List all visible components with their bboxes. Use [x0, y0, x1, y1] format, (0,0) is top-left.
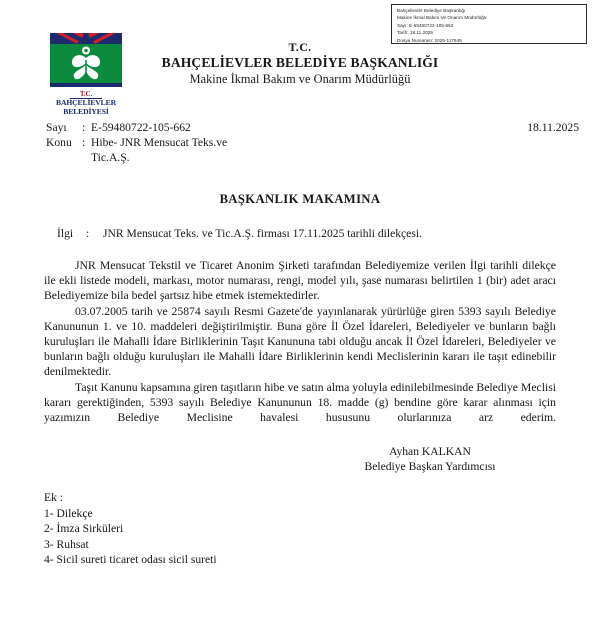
ilgi-colon: : — [86, 227, 90, 240]
konu-value-line-2: Tic.A.Ş. — [91, 151, 130, 164]
attachment-item-1: 1- Dilekçe — [44, 506, 93, 520]
crest-icon — [50, 33, 122, 87]
sayi-value: E-59480722-105-662 — [91, 121, 191, 134]
konu-value-line-1: Hibe- JNR Mensucat Teks.ve — [91, 136, 228, 149]
logo-tc-label: T.C. — [70, 90, 102, 99]
body-paragraph-2: 03.07.2005 tarih ve 25874 sayılı Resmi Gazete'de yayınlanarak yürürlüğe giren 5393 sayılı Belediye Kanununun 1. ve 10. maddeleri değiştirilmiştir. Buna göre İl Özel İdareleri, Belediyeler ve bunların bağlı kuruluşları ile Mahalli İdare Birliklerinin Taşıt Kanununa tabi olduğu ancak İl Özel İdareleri, Belediyeler ve bunların bağlı olduğu kuruluşları ile Mahalli İdare Birliklerinin kendi Meclislerinin kararı ile taşıt edinebilir denilmektedir. — [44, 304, 556, 379]
stamp-line-number: Sayı: E-59480722-105-662 — [397, 22, 454, 28]
attachment-item-3: 3- Ruhsat — [44, 537, 89, 551]
attachments-block — [44, 490, 217, 568]
registration-stamp-box — [391, 4, 587, 44]
document-date: 18.11.2025 — [527, 121, 579, 134]
sayi-colon: : — [82, 121, 86, 134]
attachment-item-2: 2- İmza Sirküleri — [44, 522, 124, 536]
municipality-logo — [48, 33, 124, 116]
meta-row-konu — [46, 135, 227, 150]
stamp-line-institution: Bahçelievler Belediye Başkanlığı — [397, 8, 466, 13]
stamp-line-department: Makine İkmal Bakım Ve Onarım Müdürlüğü — [397, 15, 487, 21]
stamp-line-date: Tarih: 18.11.2025 — [397, 30, 434, 36]
reference-line — [57, 226, 547, 241]
logo-text-block — [48, 88, 124, 116]
body-paragraph-1: JNR Mensucat Tekstil ve Ticaret Anonim Şirketi tarafından Belediyemize verilen İlgi tarihli dilekçe ile ekli listede modeli, markası, motor numarası, rengi, model yılı, şase numarası belirtilen 1 (bir) adet aracı Belediyemize bila bedel şartsız hibe etmek istemektedirler. — [44, 259, 556, 303]
logo-name-line-1: BAHÇELİEVLER — [56, 98, 116, 107]
signer-name: Ayhan KALKAN — [389, 445, 471, 458]
signer-title: Belediye Başkan Yardımcısı — [364, 460, 496, 473]
stamp-line-file-number: Dosya Numarası: 2025-117645 — [397, 37, 462, 43]
masthead-subtitle: Makine İkmal Bakım ve Onarım Müdürlüğü — [189, 72, 411, 87]
crest-bottom-band — [50, 83, 122, 87]
document-body — [44, 258, 556, 440]
sayi-label: Sayı — [46, 121, 67, 134]
clover-flower-icon — [69, 46, 103, 82]
masthead-title: BAHÇELİEVLER BELEDİYE BAŞKANLIĞI — [161, 55, 439, 71]
konu-colon: : — [82, 136, 86, 149]
konu-label: Konu — [46, 136, 72, 149]
attachment-item-4: 4- Sicil sureti ticaret odası sicil sureti — [44, 553, 217, 567]
masthead — [130, 40, 470, 87]
document-meta — [46, 120, 227, 165]
logo-name-line-2: BELEDİYESİ — [63, 106, 109, 116]
ilgi-label: İlgi — [57, 227, 74, 240]
signature-block — [330, 444, 530, 474]
body-paragraph-3: Taşıt Kanunu kapsamına giren taşıtların hibe ve satın alma yoluyla edinilebilmesinde Belediye Meclisi kararı gerektiğinden, 5393 sayılı Belediye Kanununun 18. madde (g) bendine göre karar alınması için yazımızın Belediye Meclisine havalesi hususunu olurlarınıza arz ederim. — [44, 380, 556, 424]
masthead-tc: T.C. — [288, 40, 312, 54]
attachments-label: Ek : — [44, 491, 63, 504]
meta-row-sayi — [46, 120, 227, 135]
addressee-heading: BAŞKANLIK MAKAMINA — [219, 192, 381, 206]
meta-row-konu-cont — [46, 150, 227, 165]
ilgi-text: JNR Mensucat Teks. ve Tic.A.Ş. firması 17.11.2025 tarihli dilekçesi. — [103, 227, 422, 240]
